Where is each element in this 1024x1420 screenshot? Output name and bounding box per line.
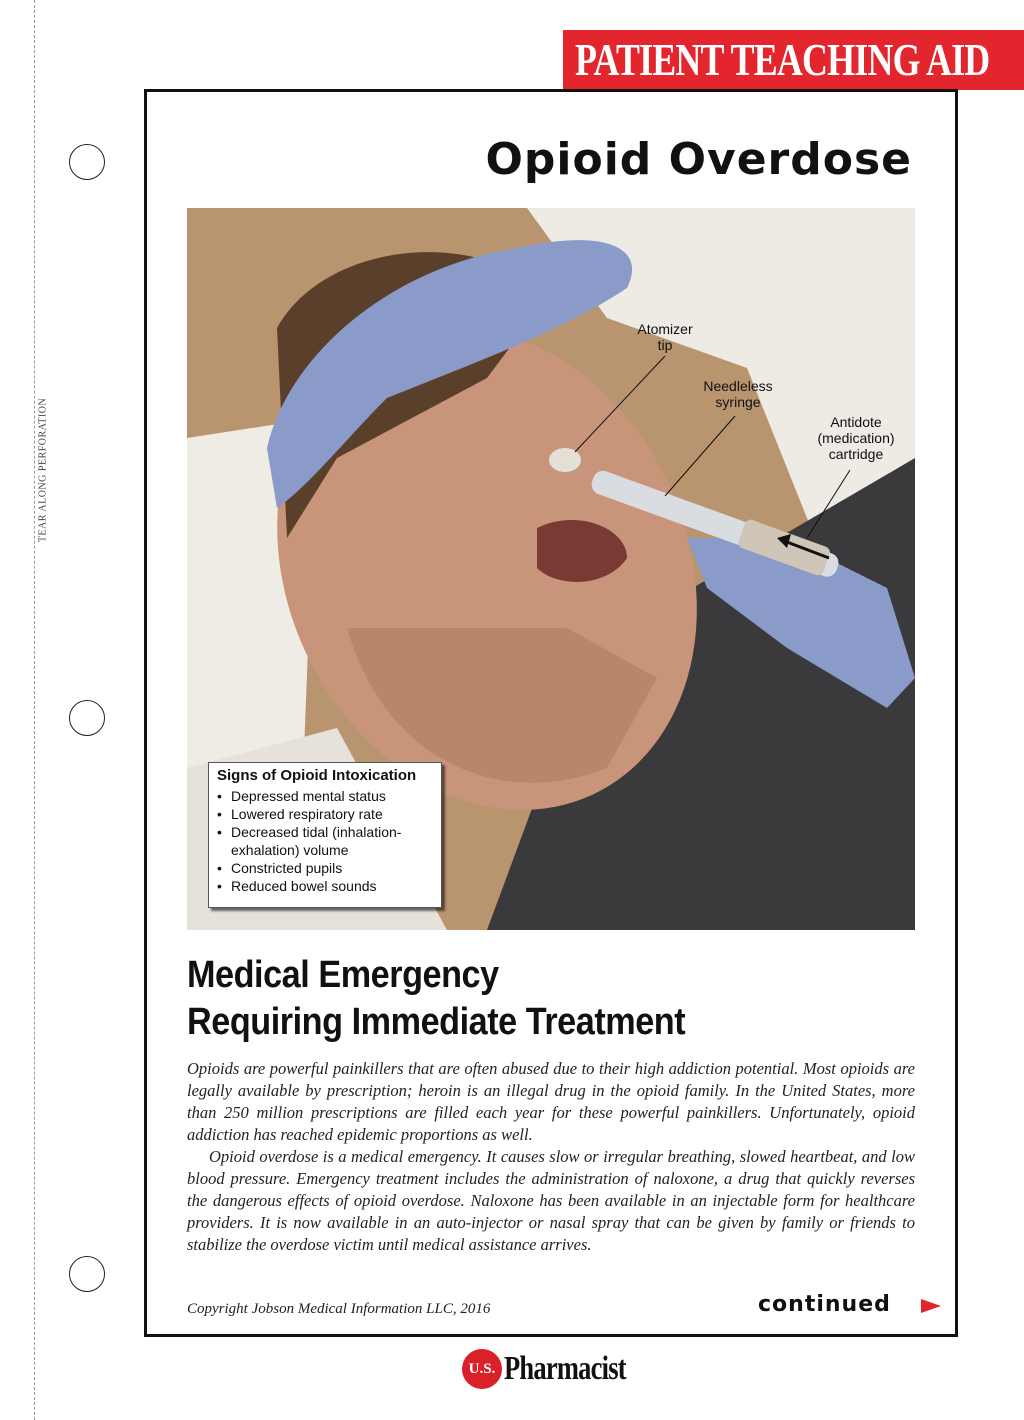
- label-antidote-cartridge: Antidote (medication) cartridge: [817, 414, 895, 462]
- signs-item: • Constricted pupils: [217, 859, 433, 877]
- copyright-notice: Copyright Jobson Medical Information LLC, 2016: [187, 1301, 491, 1317]
- binder-hole-middle: [69, 700, 105, 736]
- tear-perforation-label: TEAR ALONG PERFORATION: [37, 397, 49, 543]
- signs-item: • Decreased tidal (inhalation-exhalation) volume: [217, 823, 433, 859]
- page-title: Opioid Overdose: [485, 134, 912, 185]
- body-paragraph-1: Opioids are powerful painkillers that are often abused due to their high addiction potential. Most opioids are legally available by prescription; heroin is an illegal drug in the opioid family. In the United States, more than 250 million prescriptions are filled each year for these powerful painkillers. Unfortunately, opioid addiction has reached epidemic proportions as well.: [187, 1059, 915, 1144]
- section-heading: [187, 952, 907, 1046]
- body-text: [187, 1058, 915, 1256]
- label-atomizer-tip: Atomizer tip: [637, 321, 693, 353]
- label-needleless-syringe: Needleless syringe: [703, 378, 773, 410]
- heading-line-2: Requiring Immediate Treatment: [187, 1001, 686, 1043]
- signs-item: • Lowered respiratory rate: [217, 805, 433, 823]
- body-paragraph-2: Opioid overdose is a medical emergency. It causes slow or irregular breathing, slowed heartbeat, and low blood pressure. Emergency treatment includes the administration of naloxone, a drug that quickly reverses the dangerous effects of opioid overdose. Naloxone has been available in an injectable form for healthcare providers. It is now available in an auto-injector or nasal spray that can be given by family or friends to stabilize the overdose victim until medical assistance arrives.: [187, 1147, 915, 1254]
- continued-label: continued: [758, 1292, 891, 1317]
- logo-wordmark: Pharmacist: [504, 1350, 626, 1387]
- signs-callout-box: [208, 762, 442, 908]
- logo-us-circle: U.S.: [462, 1349, 502, 1389]
- signs-list: [217, 787, 433, 895]
- signs-item: • Reduced bowel sounds: [217, 877, 433, 895]
- continued-arrow-icon: [921, 1299, 941, 1313]
- binder-hole-top: [69, 144, 105, 180]
- signs-item: • Depressed mental status: [217, 787, 433, 805]
- us-pharmacist-logo: [462, 1346, 660, 1392]
- tear-perforation-line: [34, 0, 35, 1420]
- atomizer-tip: [549, 448, 581, 472]
- heading-line-1: Medical Emergency: [187, 954, 499, 996]
- binder-hole-bottom: [69, 1256, 105, 1292]
- teaching-aid-banner: [563, 30, 1024, 90]
- banner-text: PATIENT TEACHING AID: [575, 34, 990, 85]
- signs-title: Signs of Opioid Intoxication: [217, 767, 417, 784]
